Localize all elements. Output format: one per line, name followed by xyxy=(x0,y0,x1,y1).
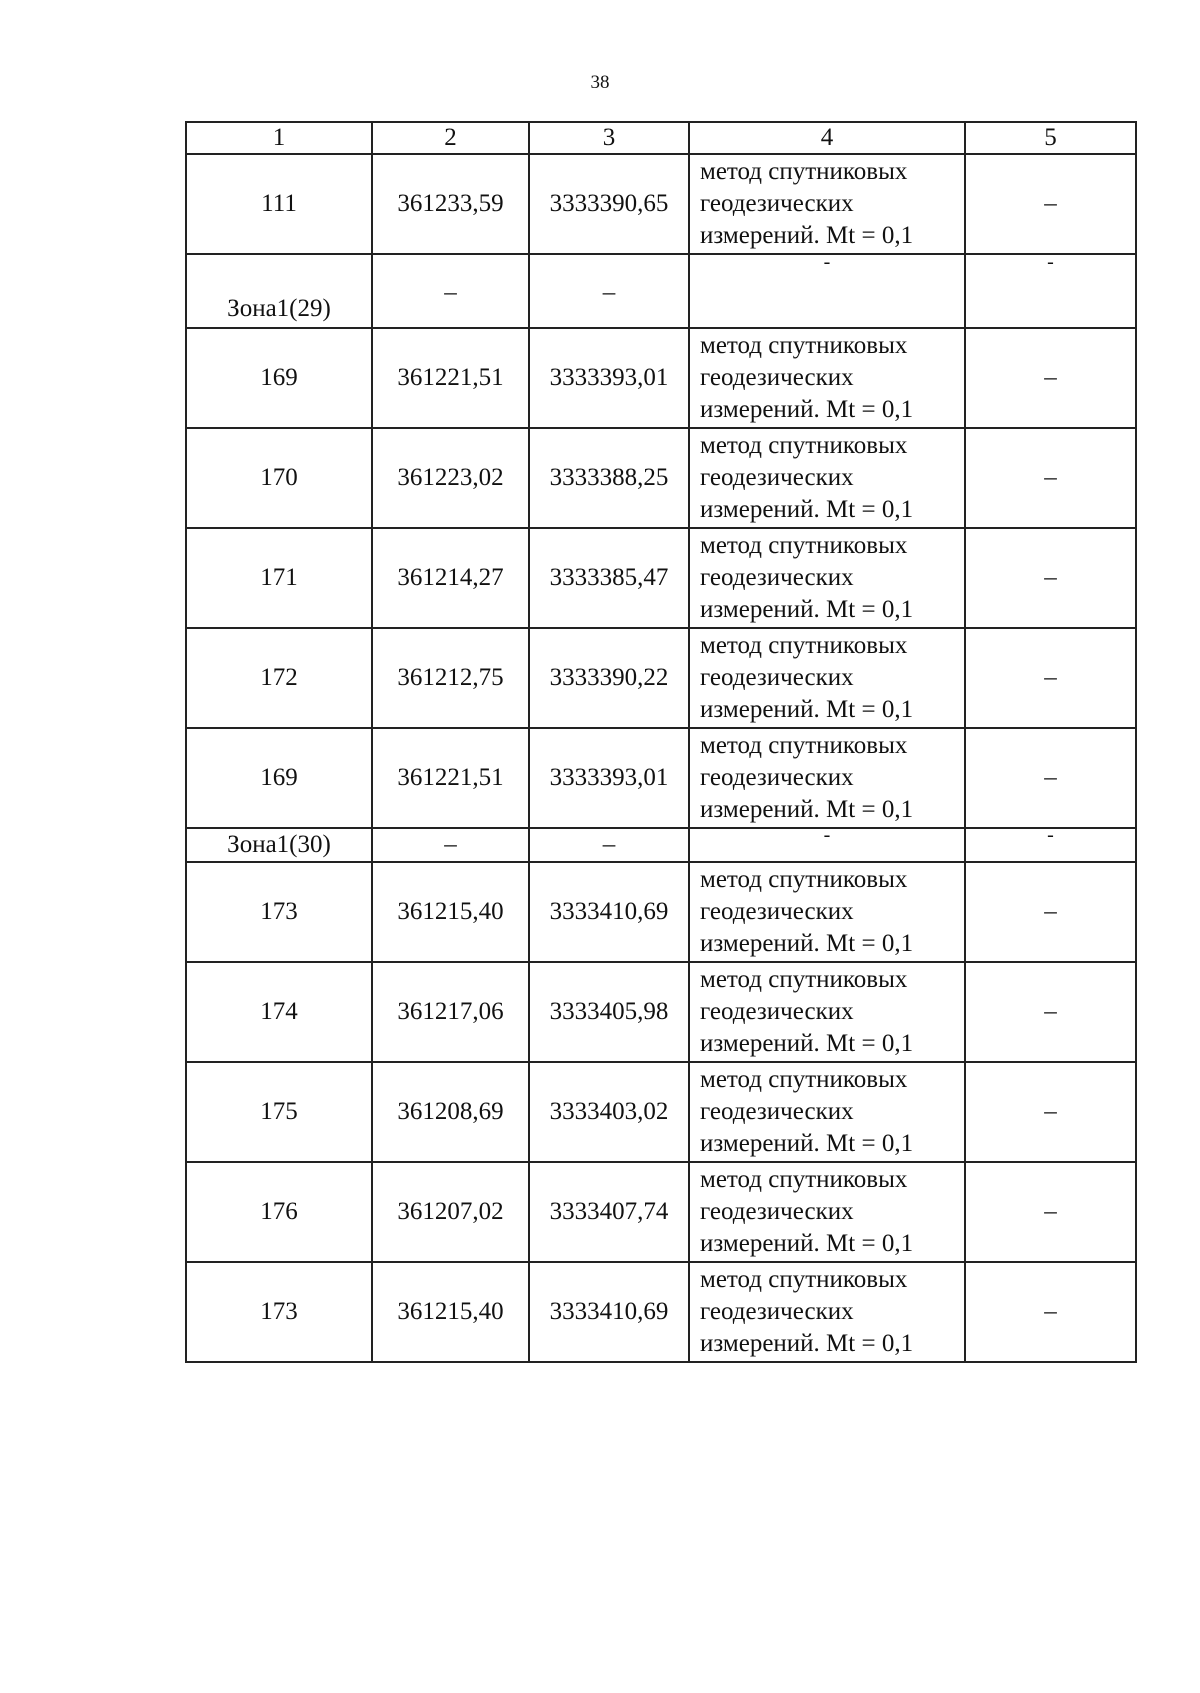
method-line: измерений. Mt = 0,1 xyxy=(700,1330,914,1357)
method-line: измерений. Mt = 0,1 xyxy=(700,1030,914,1057)
method-line: метод спутниковых xyxy=(700,332,908,359)
y-coordinate: 3333390,22 xyxy=(529,628,689,728)
coordinates-table xyxy=(185,121,1137,1363)
x-coordinate: 361215,40 xyxy=(372,1262,529,1362)
x-coordinate: 361212,75 xyxy=(372,628,529,728)
y-coordinate: 3333403,02 xyxy=(529,1062,689,1162)
method-line: измерений. Mt = 0,1 xyxy=(700,496,914,523)
table-row xyxy=(186,428,1136,528)
y-coordinate: 3333390,65 xyxy=(529,154,689,254)
method-line: измерений. Mt = 0,1 xyxy=(700,930,914,957)
table-row xyxy=(186,528,1136,628)
y-coordinate: 3333385,47 xyxy=(529,528,689,628)
point-id: 175 xyxy=(186,1062,372,1162)
method-description xyxy=(689,628,965,728)
col5-value: – xyxy=(965,428,1136,528)
table-row xyxy=(186,328,1136,428)
point-id: 169 xyxy=(186,728,372,828)
dash-cell: – xyxy=(372,254,529,328)
method-line: геодезических xyxy=(700,364,854,391)
point-id: 170 xyxy=(186,428,372,528)
zone-row xyxy=(186,828,1136,862)
col5-value: – xyxy=(965,154,1136,254)
method-line: метод спутниковых xyxy=(700,532,908,559)
method-description xyxy=(689,962,965,1062)
page-number: 38 xyxy=(590,72,610,93)
point-id: 111 xyxy=(186,154,372,254)
dash-cell: - xyxy=(689,828,965,862)
method-line: метод спутниковых xyxy=(700,158,908,185)
point-id: 171 xyxy=(186,528,372,628)
col5-value: – xyxy=(965,962,1136,1062)
table-row xyxy=(186,862,1136,962)
point-id: 172 xyxy=(186,628,372,728)
col5-value: – xyxy=(965,628,1136,728)
y-coordinate: 3333410,69 xyxy=(529,862,689,962)
x-coordinate: 361214,27 xyxy=(372,528,529,628)
header-cell: 2 xyxy=(372,122,529,154)
x-coordinate: 361233,59 xyxy=(372,154,529,254)
method-line: метод спутниковых xyxy=(700,432,908,459)
method-description xyxy=(689,154,965,254)
method-line: метод спутниковых xyxy=(700,966,908,993)
dash-cell: – xyxy=(372,828,529,862)
method-line: измерений. Mt = 0,1 xyxy=(700,596,914,623)
x-coordinate: 361215,40 xyxy=(372,862,529,962)
y-coordinate: 3333388,25 xyxy=(529,428,689,528)
table-row xyxy=(186,728,1136,828)
col5-value: – xyxy=(965,528,1136,628)
method-line: геодезических xyxy=(700,898,854,925)
col5-value: – xyxy=(965,862,1136,962)
method-line: метод спутниковых xyxy=(700,732,908,759)
point-id: 173 xyxy=(186,1262,372,1362)
method-description xyxy=(689,728,965,828)
method-line: геодезических xyxy=(700,998,854,1025)
method-line: геодезических xyxy=(700,1198,854,1225)
method-line: измерений. Mt = 0,1 xyxy=(700,1230,914,1257)
table-row xyxy=(186,1062,1136,1162)
point-id: 174 xyxy=(186,962,372,1062)
method-line: измерений. Mt = 0,1 xyxy=(700,222,914,249)
header-cell: 5 xyxy=(965,122,1136,154)
method-line: измерений. Mt = 0,1 xyxy=(700,1130,914,1157)
method-line: геодезических xyxy=(700,564,854,591)
table-header-row xyxy=(186,122,1136,154)
col5-value: – xyxy=(965,1262,1136,1362)
table-row xyxy=(186,154,1136,254)
dash-cell: - xyxy=(689,254,965,328)
method-line: геодезических xyxy=(700,664,854,691)
method-line: метод спутниковых xyxy=(700,1166,908,1193)
col5-value: – xyxy=(965,1062,1136,1162)
y-coordinate: 3333393,01 xyxy=(529,728,689,828)
x-coordinate: 361217,06 xyxy=(372,962,529,1062)
method-line: метод спутниковых xyxy=(700,1266,908,1293)
dash-cell: – xyxy=(529,254,689,328)
point-id: 173 xyxy=(186,862,372,962)
y-coordinate: 3333410,69 xyxy=(529,1262,689,1362)
x-coordinate: 361223,02 xyxy=(372,428,529,528)
method-line: измерений. Mt = 0,1 xyxy=(700,796,914,823)
method-line: метод спутниковых xyxy=(700,866,908,893)
method-line: геодезических xyxy=(700,764,854,791)
method-description xyxy=(689,428,965,528)
zone-label: Зона1(30) xyxy=(186,828,372,862)
method-description xyxy=(689,862,965,962)
header-cell: 4 xyxy=(689,122,965,154)
y-coordinate: 3333407,74 xyxy=(529,1162,689,1262)
table-row xyxy=(186,628,1136,728)
point-id: 169 xyxy=(186,328,372,428)
method-line: геодезических xyxy=(700,1298,854,1325)
dash-cell: - xyxy=(965,254,1136,328)
method-line: измерений. Mt = 0,1 xyxy=(700,696,914,723)
col5-value: – xyxy=(965,1162,1136,1262)
header-cell: 1 xyxy=(186,122,372,154)
method-line: геодезических xyxy=(700,1098,854,1125)
table-row xyxy=(186,962,1136,1062)
col5-value: – xyxy=(965,728,1136,828)
col5-value: – xyxy=(965,328,1136,428)
method-line: геодезических xyxy=(700,464,854,491)
method-line: геодезических xyxy=(700,190,854,217)
x-coordinate: 361207,02 xyxy=(372,1162,529,1262)
point-id: 176 xyxy=(186,1162,372,1262)
x-coordinate: 361221,51 xyxy=(372,728,529,828)
zone-label: Зона1(29) xyxy=(186,254,372,328)
method-description xyxy=(689,528,965,628)
method-description xyxy=(689,1262,965,1362)
table-row xyxy=(186,1262,1136,1362)
dash-cell: – xyxy=(529,828,689,862)
x-coordinate: 361208,69 xyxy=(372,1062,529,1162)
y-coordinate: 3333393,01 xyxy=(529,328,689,428)
dash-cell: - xyxy=(965,828,1136,862)
x-coordinate: 361221,51 xyxy=(372,328,529,428)
method-description xyxy=(689,328,965,428)
table-row xyxy=(186,1162,1136,1262)
zone-row xyxy=(186,254,1136,328)
method-description xyxy=(689,1062,965,1162)
method-line: измерений. Mt = 0,1 xyxy=(700,396,914,423)
y-coordinate: 3333405,98 xyxy=(529,962,689,1062)
header-cell: 3 xyxy=(529,122,689,154)
method-description xyxy=(689,1162,965,1262)
method-line: метод спутниковых xyxy=(700,632,908,659)
method-line: метод спутниковых xyxy=(700,1066,908,1093)
